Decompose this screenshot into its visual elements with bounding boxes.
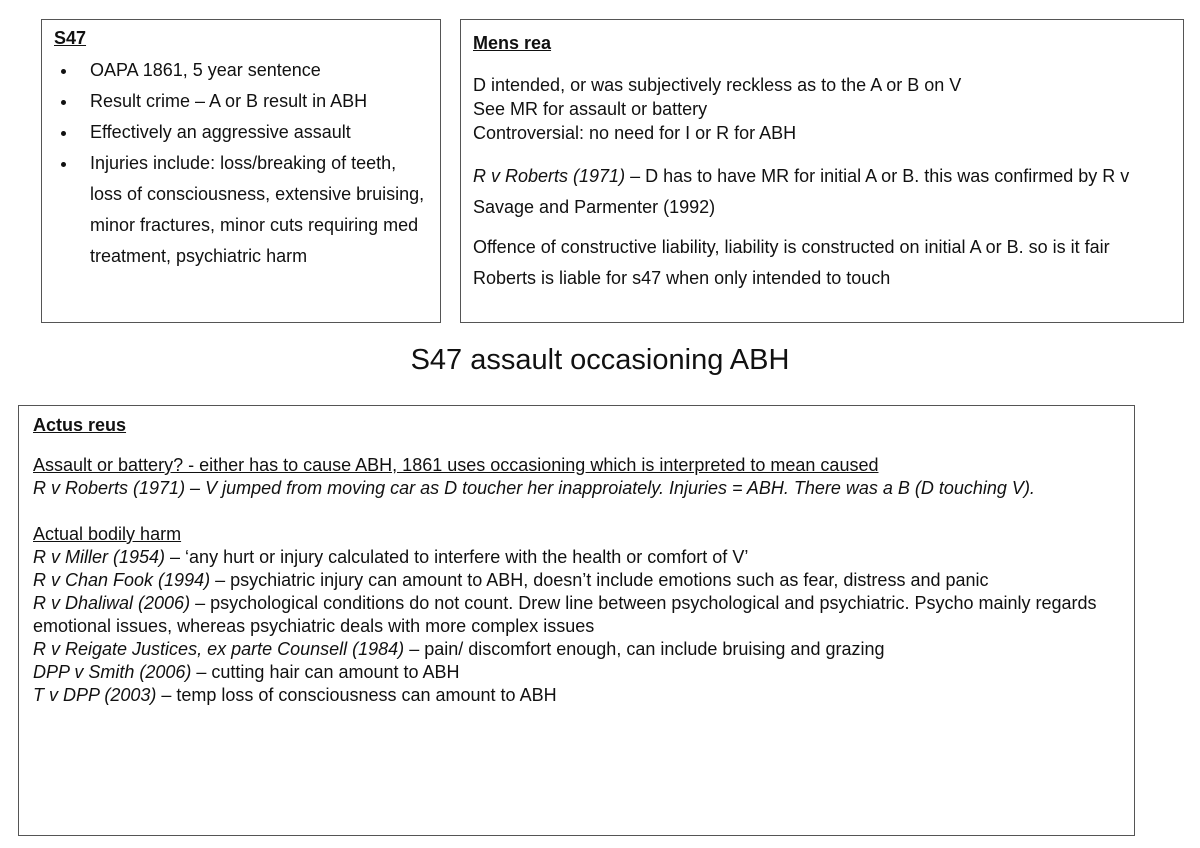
assault-heading: Assault or battery? - either has to cause ABH, 1861 uses occasioning which is interpreted to mean caused	[33, 455, 879, 475]
case-name: R v Reigate Justices, ex parte Counsell (1984)	[33, 639, 405, 659]
mens-rea-box	[460, 19, 1184, 323]
s47-box	[41, 19, 441, 323]
mens-rea-summary	[473, 73, 1173, 145]
case-text: – pain/ discomfort enough, can include bruising and grazing	[404, 639, 885, 659]
mens-rea-line: Controversial: no need for I or R for ABH	[473, 123, 797, 143]
s47-title: S47	[54, 28, 87, 48]
case-text: – psychiatric injury can amount to ABH, doesn’t include emotions such as fear, distress and panic	[210, 570, 989, 590]
case-name: R v Roberts (1971)	[473, 166, 626, 186]
case-text: – D has to have MR for initial A or B. this was confirmed by R v Savage and Parmenter (1992)	[473, 166, 1130, 217]
s47-bullet: • Injuries include: loss/breaking of teeth, loss of consciousness, extensive bruising, minor fractures, minor cuts requiring med treatment, psychiatric harm	[78, 148, 428, 272]
case-text: – temp loss of consciousness can amount to ABH	[156, 685, 557, 705]
case-line	[33, 546, 1122, 569]
case-name: T v DPP (2003)	[33, 685, 157, 705]
mens-rea-line: See MR for assault or battery	[473, 99, 708, 119]
roberts-case: R v Roberts (1971) – V jumped from moving car as D toucher her inapproiately. Injuries = ABH. There was a B (D touching V).	[33, 478, 1035, 498]
case-text: – cutting hair can amount to ABH	[191, 662, 460, 682]
s47-bullet: • Effectively an aggressive assault	[78, 117, 428, 148]
actus-reus-title: Actus reus	[33, 415, 127, 435]
case-line	[33, 569, 1122, 592]
mens-rea-offence: Offence of constructive liability, liability is constructed on initial A or B. so is it fair Roberts is liable for s47 when only intended to touch	[473, 237, 1110, 288]
mens-rea-title: Mens rea	[473, 33, 552, 53]
actus-reus-box	[18, 405, 1135, 836]
case-line	[33, 592, 1122, 638]
case-name: DPP v Smith (2006)	[33, 662, 192, 682]
mens-rea-line: D intended, or was subjectively reckless as to the A or B on V	[473, 75, 962, 95]
case-line	[33, 638, 1122, 661]
abh-heading: Actual bodily harm	[33, 524, 182, 544]
case-name: R v Miller (1954)	[33, 547, 166, 567]
spacer	[33, 500, 1122, 523]
case-text: – psychological conditions do not count. Drew line between psychological and psychiatric. Psycho mainly regards emotional issues, whereas psychiatric deals with more complex issues	[33, 593, 1097, 636]
s47-bullet-list	[54, 55, 428, 272]
page-title: S47 assault occasioning ABH	[410, 344, 790, 376]
case-name: R v Dhaliwal (2006)	[33, 593, 191, 613]
case-line	[33, 661, 1122, 684]
mens-rea-case	[473, 161, 1173, 223]
s47-bullet: • OAPA 1861, 5 year sentence	[78, 55, 428, 86]
s47-bullet: • Result crime – A or B result in ABH	[78, 86, 428, 117]
case-text: – ‘any hurt or injury calculated to interfere with the health or comfort of V’	[165, 547, 749, 567]
case-name: R v Chan Fook (1994)	[33, 570, 211, 590]
case-line	[33, 684, 1122, 707]
